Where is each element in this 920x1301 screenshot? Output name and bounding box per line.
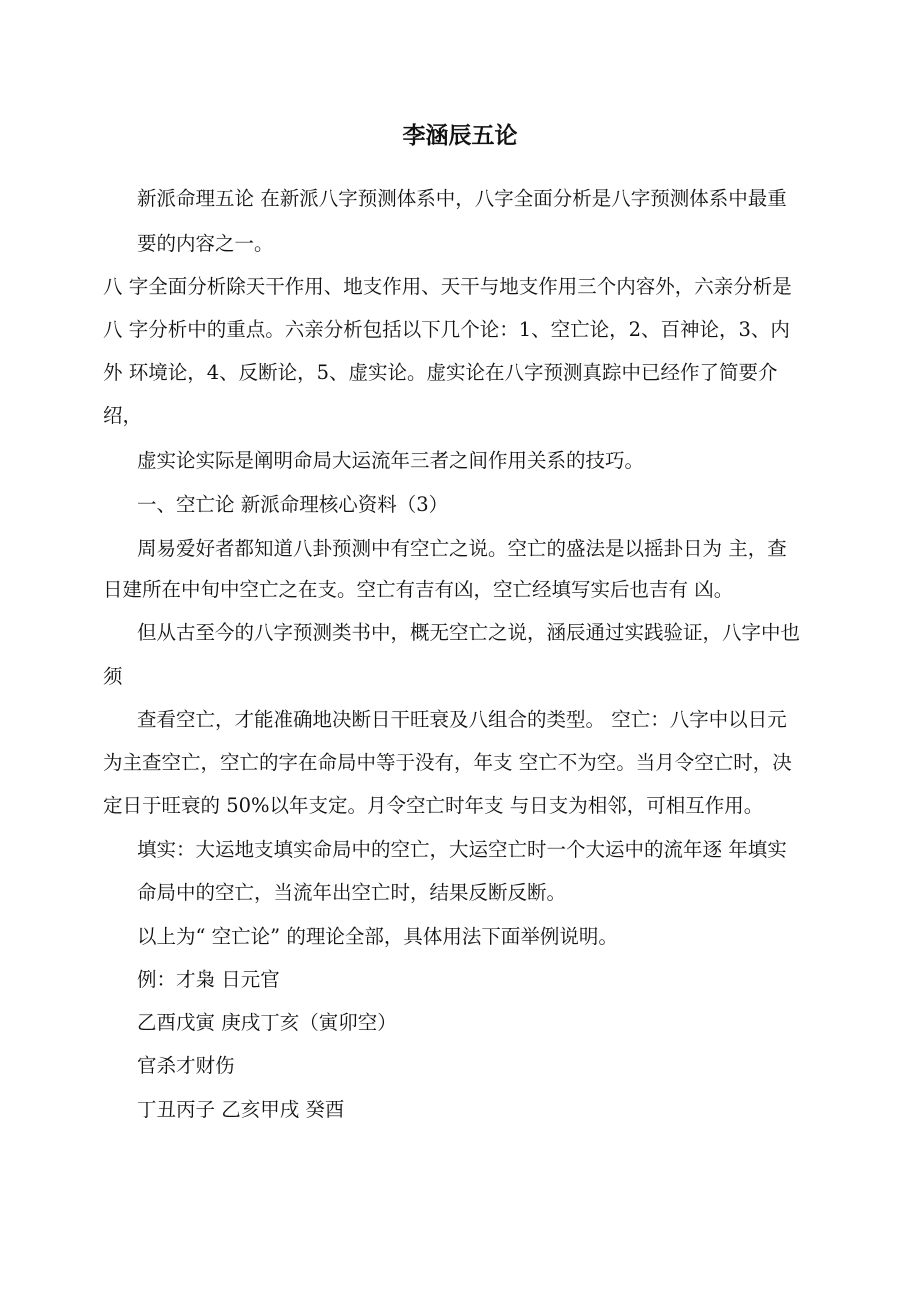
paragraph-line: 虚实论实际是阐明命局大运流年三者之间作用关系的技巧。 xyxy=(137,449,645,472)
paragraph-line: 命局中的空亡，当流年出空亡时，结果反断反断。 xyxy=(137,881,567,904)
paragraph-line: 填实：大运地支填实命局中的空亡，大运空亡时一个大运中的流年逐 年填实 xyxy=(137,838,787,861)
paragraph-line: 绍， xyxy=(103,404,143,427)
paragraph-line: 须 xyxy=(103,665,123,688)
paragraph-line: 日建所在中旬中空亡之在支。空亡有吉有凶，空亡经填写实后也吉有 凶。 xyxy=(103,578,734,601)
example-line: 例：才枭 日元官 xyxy=(137,968,280,991)
paragraph-line: 查看空亡，才能准确地决断日干旺衰及八组合的类型。 空亡：八字中以日元 xyxy=(137,708,787,731)
paragraph-line: 要的内容之一。 xyxy=(137,232,274,255)
paragraph-line: 以上为“ 空亡论” 的理论全部，具体用法下面举例说明。 xyxy=(137,925,618,948)
paragraph-line: 周易爱好者都知道八卦预测中有空亡之说。空亡的盛法是以摇卦日为 主，查 xyxy=(137,537,787,560)
paragraph-line: 新派命理五论 在新派八字预测体系中，八字全面分析是八字预测体系中最重 xyxy=(137,187,787,210)
example-line: 官杀才财伤 xyxy=(137,1054,235,1077)
example-line: 乙酉戊寅 庚戌丁亥（寅卯空） xyxy=(137,1011,397,1034)
example-line: 丁丑丙子 乙亥甲戌 癸酉 xyxy=(137,1098,345,1121)
paragraph-line: 定日于旺衰的 50%以年支定。月令空亡时年支 与日支为相邻，可相互作用。 xyxy=(103,794,764,817)
paragraph-line: 但从古至今的八字预测类书中，概无空亡之说，涵辰通过实践验证，八字中也 xyxy=(137,621,801,644)
paragraph-line: 八 字分析中的重点。六亲分析包括以下几个论：1、空亡论，2、百神论，3、内 xyxy=(103,318,790,341)
section-heading: 一、空亡论 新派命理核心资料（3） xyxy=(137,493,449,516)
document-title: 李涵辰五论 xyxy=(402,122,518,149)
paragraph-line: 外 环境论，4、反断论，5、虚实论。虚实论在八字预测真踪中已经作了简要介 xyxy=(103,361,778,384)
paragraph-line: 八 字全面分析除天干作用、地支作用、天干与地支作用三个内容外，六亲分析是 xyxy=(103,275,792,298)
paragraph-line: 为主查空亡，空亡的字在命局中等于没有，年支 空亡不为空。当月令空亡时，决 xyxy=(103,751,792,774)
